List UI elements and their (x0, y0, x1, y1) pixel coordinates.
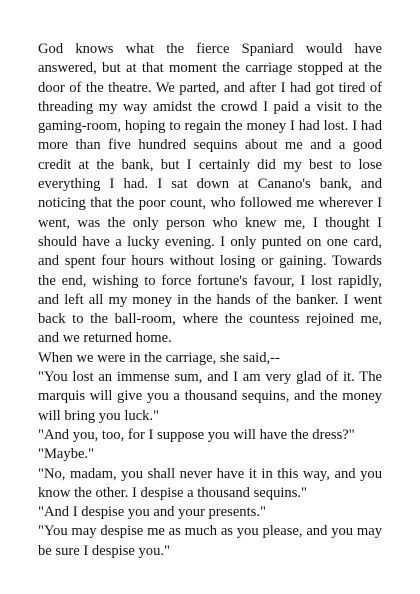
paragraph-despise-presents: "And I despise you and your presents." (38, 504, 266, 521)
paragraph-countess-reply: "You lost an immense sum, and I am very glad of it. The marquis will give you a thousand sequins, and the money will bring you luck." (38, 369, 382, 424)
paragraph-maybe: "Maybe." (38, 446, 95, 463)
paragraph-despise-you: "You may despise me as much as you please, and you may be sure I despise you." (38, 523, 382, 559)
document-page (38, 40, 382, 561)
paragraph-carriage: When we were in the carriage, she said,-- (38, 349, 280, 366)
paragraph-dress-question: "And you, too, for I suppose you will have the dress?" (38, 426, 355, 443)
paragraph-refusal: "No, madam, you shall never have it in this way, and you know the other. I despise a thousand sequins." (38, 465, 382, 501)
paragraph-narrative: God knows what the fierce Spaniard would have answered, but at that moment the carriage stopped at the door of the theatre. We parted, and after I had got tired of threading my way amidst the crowd I paid a visit to the gaming-room, hoping to regain the money I had lost. I had more than five hundred sequins about me and a good credit at the bank, but I certainly did my best to lose everything I had. I sat down at Canano's bank, and noticing that the poor count, who followed me wherever I went, was the only person who knew me, I thought I should have a lucky evening. I only punted on one card, and spent four hours without losing or gaining. Towards the end, wishing to force fortune's favour, I lost rapidly, and left all my money in the hands of the banker. I went back to the ball-room, where the countess rejoined me, and we returned home. (38, 41, 382, 347)
